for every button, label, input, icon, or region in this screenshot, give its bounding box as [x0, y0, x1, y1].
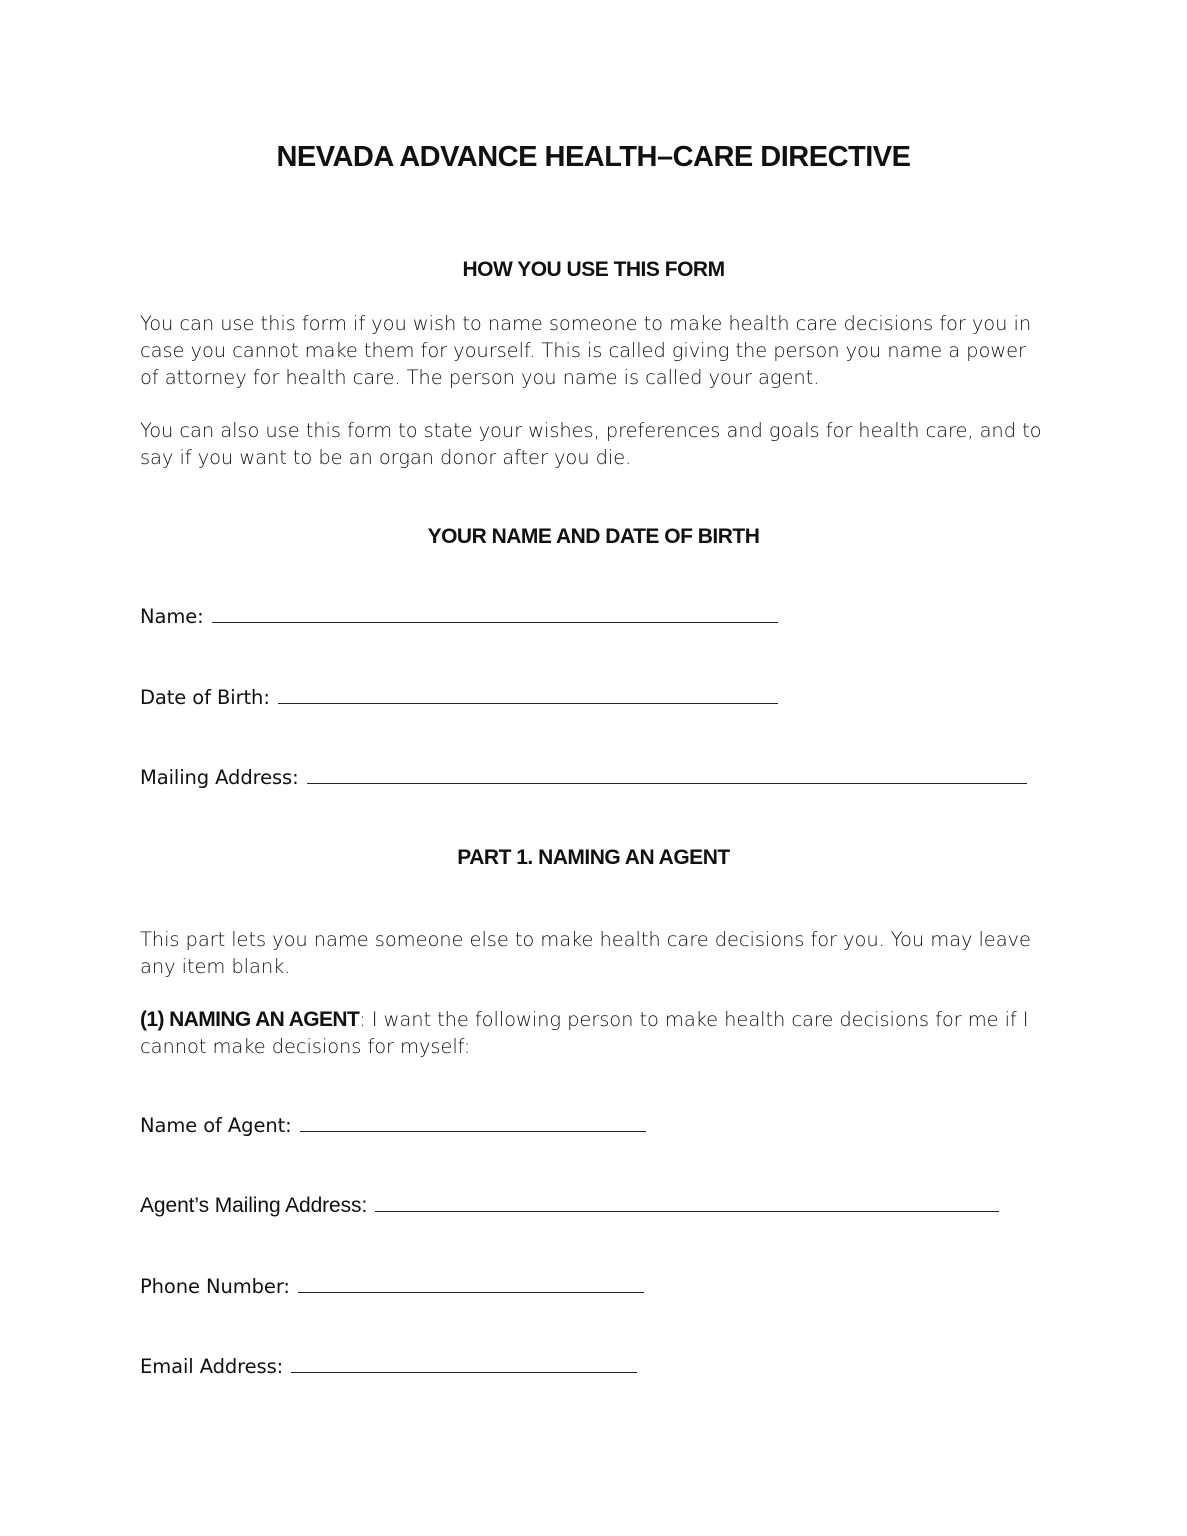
mailing-address-field [140, 765, 1027, 791]
email-field [140, 1354, 637, 1380]
agent-address-label: Agent’s Mailing Address: [140, 1194, 368, 1217]
heading-part1: PART 1. NAMING AN AGENT [457, 846, 730, 869]
agent-name-field [140, 1113, 646, 1139]
agent-name-blank-line[interactable] [300, 1113, 646, 1132]
agent-name-label: Name of Agent: [140, 1114, 292, 1137]
paragraph-how-to-use-1: You can use this form if you wish to name someone to make health care decisions for you in case you cannot make them for yourself. This is called giving the person you name a power of attorney for health care. The person you name is called your agent. [140, 312, 1032, 389]
mailing-address-label: Mailing Address: [140, 766, 299, 789]
email-label: Email Address: [140, 1355, 284, 1378]
heading-how-to-use: HOW YOU USE THIS FORM [462, 258, 725, 281]
mailing-address-blank-line[interactable] [307, 765, 1027, 784]
item1-text: : I want the following person to make health care decisions for me if I cannot make decisions for myself: [140, 1008, 1029, 1058]
name-field [140, 604, 778, 630]
document-title: NEVADA ADVANCE HEALTH–CARE DIRECTIVE [276, 141, 911, 173]
phone-blank-line[interactable] [298, 1274, 644, 1293]
agent-address-blank-line[interactable] [375, 1193, 999, 1212]
paragraph-part1-intro: This part lets you name someone else to make health care decisions for you. You may leave any item blank. [140, 928, 1031, 978]
paragraph-how-to-use-2: You can also use this form to state your wishes, preferences and goals for health care, and to say if you want to be an organ donor after you die. [140, 419, 1042, 469]
name-label: Name: [140, 605, 204, 628]
heading-name-and-dob: YOUR NAME AND DATE OF BIRTH [427, 525, 760, 548]
phone-field [140, 1274, 644, 1300]
phone-label: Phone Number: [140, 1275, 290, 1298]
dob-field [140, 685, 778, 711]
dob-label: Date of Birth: [140, 686, 270, 709]
paragraph-item1 [140, 1006, 1050, 1060]
email-blank-line[interactable] [291, 1354, 637, 1373]
item1-lead: (1) NAMING AN AGENT [140, 1008, 360, 1031]
name-blank-line[interactable] [212, 604, 778, 623]
dob-blank-line[interactable] [278, 685, 778, 704]
agent-address-field [140, 1193, 999, 1219]
